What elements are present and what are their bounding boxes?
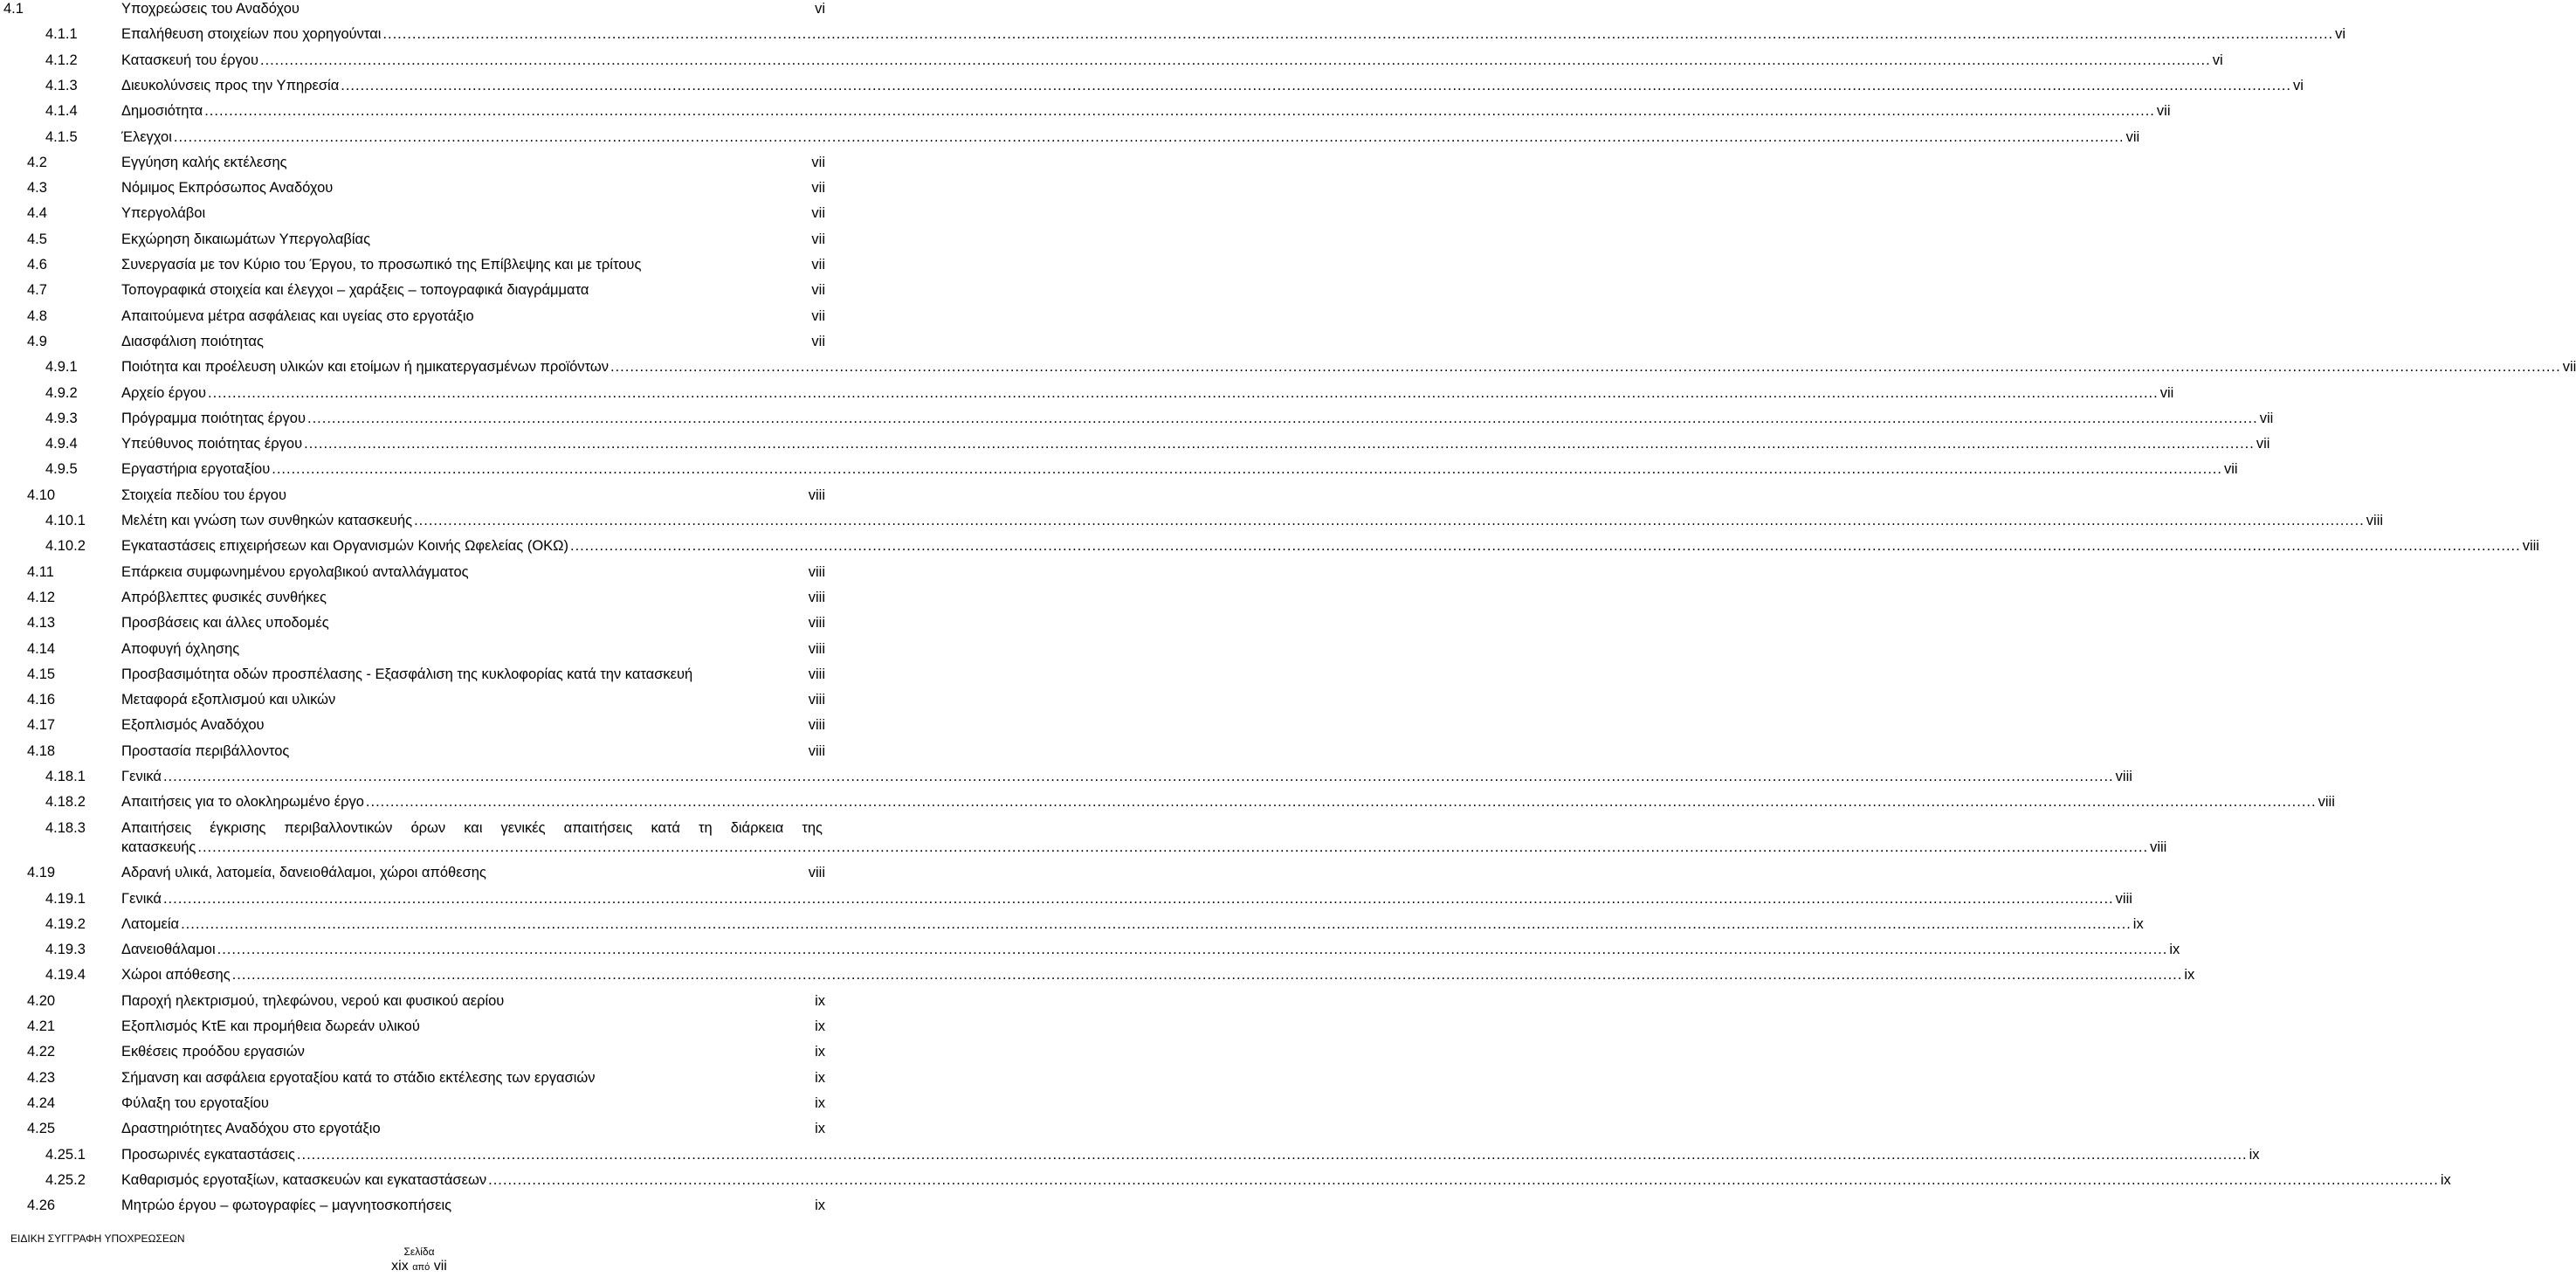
toc-entry-number: 4.7 bbox=[27, 282, 47, 299]
toc-entry[interactable] bbox=[0, 991, 825, 1011]
toc-entry[interactable] bbox=[0, 792, 2335, 811]
toc-entry-page: vii bbox=[2259, 410, 2274, 426]
toc-entry-title: Γενικά bbox=[121, 890, 162, 907]
toc-entry-page: vii bbox=[811, 257, 825, 273]
toc-entry-title: Έλεγχοι bbox=[121, 128, 172, 145]
toc-entry[interactable] bbox=[0, 178, 825, 197]
toc-entry-title: Νόμιμος Εκπρόσωπος Αναδόχου bbox=[121, 180, 334, 197]
toc-entry-number: 4.18.3 bbox=[45, 819, 86, 836]
toc-entry-title: Εξοπλισμός Αναδόχου bbox=[121, 717, 265, 734]
toc-leader-dots: ................................................................................................................................................................................................................................................................................................................................................................................................................ bbox=[304, 436, 2255, 452]
toc-entry-title: Γενικά bbox=[121, 769, 162, 784]
toc-entry-title: Ποιότητα και προέλευση υλικών και ετοίμων ή ημικατεργασμένων προϊόντων bbox=[121, 359, 609, 376]
toc-entry[interactable] bbox=[0, 409, 2274, 428]
toc-entry-page: vii bbox=[811, 180, 825, 197]
toc-entry-number: 4.13 bbox=[27, 615, 56, 632]
toc-entry-page: ix bbox=[815, 1094, 825, 1111]
toc-entry-page: viii bbox=[2150, 839, 2167, 855]
toc-entry-title: Απρόβλεπτες φυσικές συνθήκες bbox=[121, 589, 327, 605]
toc-entry-title: Προσβασιμότητα οδών προσπέλασης - Εξασφάλιση της κυκλοφορίας κατά την κατασκευή bbox=[121, 666, 693, 682]
toc-entry-title: Υποχρεώσεις του Αναδόχου bbox=[121, 1, 300, 17]
toc-entry-number: 4.10 bbox=[27, 487, 56, 503]
toc-entry[interactable] bbox=[0, 332, 825, 351]
toc-leader-dots: ................................................................................................................................................................................................................................................................................................................................................................................................................ bbox=[382, 26, 2334, 43]
toc-entry-page: vii bbox=[2125, 128, 2140, 145]
toc-entry-page: vi bbox=[2335, 26, 2346, 43]
toc-entry[interactable] bbox=[0, 588, 825, 607]
toc-entry[interactable] bbox=[0, 1094, 825, 1113]
toc-entry-page: viii bbox=[2115, 769, 2132, 784]
toc-entry-number: 4.19.1 bbox=[45, 890, 86, 907]
toc-entry-title: Τοπογραφικά στοιχεία και έλεγχοι – χαράξεις – τοπογραφικά διαγράμματα bbox=[121, 282, 589, 299]
page-number: xix bbox=[391, 1259, 409, 1274]
toc-entry-title: Παροχή ηλεκτρισμού, τηλεφώνου, νερού και φυσικού αερίου bbox=[121, 992, 505, 1009]
toc-entry-number: 4.9.3 bbox=[45, 410, 78, 426]
toc-entry-page: viii bbox=[808, 589, 825, 605]
toc-leader-dots: ................................................................................................................................................................................................................................................................................................................................................................................................................ bbox=[197, 839, 2149, 855]
toc-entry[interactable] bbox=[0, 434, 2270, 453]
toc-entry-page: viii bbox=[808, 865, 825, 881]
page-of-label: από bbox=[412, 1262, 430, 1273]
toc-entry-number: 4.1.3 bbox=[45, 77, 78, 93]
toc-entry-page: vii bbox=[811, 333, 825, 349]
toc-entry[interactable] bbox=[0, 1170, 2451, 1190]
toc-entry-number: 4.11 bbox=[27, 563, 54, 580]
toc-entry-number: 4.19.3 bbox=[45, 942, 86, 958]
toc-entry-title: Προσβάσεις και άλλες υποδομές bbox=[121, 615, 329, 632]
toc-entry[interactable] bbox=[0, 101, 2171, 121]
toc-entry-number: 4.1 bbox=[3, 1, 24, 17]
toc-entry-page: ix bbox=[815, 1044, 825, 1060]
toc-entry-title: Προστασία περιβάλλοντος bbox=[121, 742, 290, 759]
toc-entry-number: 4.19 bbox=[27, 865, 56, 881]
toc-entry-number: 4.18 bbox=[27, 742, 56, 759]
toc-entry[interactable] bbox=[0, 613, 825, 632]
toc-entry-page: ix bbox=[815, 1121, 825, 1137]
toc-entry[interactable] bbox=[0, 1017, 825, 1036]
toc-entry-title: Δραστηριότητες Αναδόχου στο εργοτάξιο bbox=[121, 1121, 381, 1137]
toc-entry-number: 4.23 bbox=[27, 1069, 56, 1086]
toc-entry-number: 4.18.1 bbox=[45, 769, 86, 784]
toc-entry[interactable] bbox=[0, 863, 825, 882]
toc-entry[interactable] bbox=[0, 24, 2346, 44]
toc-entry-page: viii bbox=[808, 692, 825, 708]
toc-entry[interactable] bbox=[0, 128, 2140, 147]
toc-entry[interactable] bbox=[0, 639, 825, 659]
toc-entry-title: Κατασκευή του έργου bbox=[121, 52, 258, 68]
toc-entry-title: Απαιτήσεις έγκρισης περιβαλλοντικών όρων και γενικές απαιτήσεις κατά τη διάρκεια της bbox=[121, 819, 823, 836]
toc-entry-page: vi bbox=[815, 1, 825, 17]
toc-entry-number: 4.21 bbox=[27, 1018, 56, 1034]
toc-entry[interactable] bbox=[0, 1119, 825, 1138]
toc-entry[interactable] bbox=[0, 383, 2174, 403]
toc-entry-title: Υπεργολάβοι bbox=[121, 205, 206, 222]
toc-entry-title: Χώροι απόθεσης bbox=[121, 967, 231, 984]
toc-entry[interactable] bbox=[0, 230, 825, 249]
toc-entry-title: Δανειοθάλαμοι bbox=[121, 942, 216, 958]
toc-entry-number: 4.10.1 bbox=[45, 513, 86, 528]
toc-entry-title: Εξοπλισμός ΚτΕ και προμήθεια δωρεάν υλικού bbox=[121, 1018, 420, 1034]
toc-entry[interactable] bbox=[0, 0, 825, 18]
toc-entry[interactable] bbox=[0, 665, 825, 684]
toc-leader-dots: ................................................................................................................................................................................................................................................................................................................................................................................................................ bbox=[307, 410, 2258, 426]
toc-entry-page: vi bbox=[2212, 52, 2223, 68]
toc-entry-title: Δημοσιότητα bbox=[121, 103, 203, 120]
toc-entry[interactable] bbox=[0, 459, 2238, 479]
toc-entry-title: Μεταφορά εξοπλισμού και υλικών bbox=[121, 692, 336, 708]
toc-entry-number: 4.16 bbox=[27, 692, 56, 708]
toc-entry-number: 4.1.5 bbox=[45, 128, 78, 145]
toc-entry-number: 4.3 bbox=[27, 180, 47, 197]
toc-entry-title: Αποφυγή όχλησης bbox=[121, 640, 240, 657]
toc-entry-page: viii bbox=[2522, 538, 2539, 555]
toc-entry-title: Εγγύηση καλής εκτέλεσης bbox=[121, 154, 287, 170]
toc-entry-title: Απαιτήσεις για το ολοκληρωμένο έργο bbox=[121, 794, 364, 811]
toc-entry-number: 4.2 bbox=[27, 154, 47, 170]
toc-entry-page: ix bbox=[815, 992, 825, 1009]
document-title-footer: ΕΙΔΙΚΗ ΣΥΓΓΡΑΦΗ ΥΠΟΧΡΕΩΣΕΩΝ bbox=[10, 1232, 185, 1245]
toc-entry-number: 4.19.4 bbox=[45, 967, 86, 984]
toc-leader-dots: ................................................................................................................................................................................................................................................................................................................................................................................................................ bbox=[181, 915, 2132, 932]
toc-entry-title: Προσωρινές εγκαταστάσεις bbox=[121, 1146, 295, 1163]
toc-entry-number: 4.25.2 bbox=[45, 1171, 86, 1188]
toc-leader-dots: ................................................................................................................................................................................................................................................................................................................................................................................................................ bbox=[296, 1146, 2248, 1163]
toc-entry-title: Φύλαξη του εργοταξίου bbox=[121, 1094, 269, 1111]
toc-entry-title: Πρόγραμμα ποιότητας έργου bbox=[121, 410, 306, 426]
toc-entry[interactable] bbox=[0, 1196, 825, 1215]
toc-entry-number: 4.12 bbox=[27, 589, 56, 605]
toc-entry-number: 4.25.1 bbox=[45, 1146, 86, 1163]
toc-entry-number: 4.22 bbox=[27, 1044, 56, 1060]
toc-entry-title: Εγκαταστάσεις επιχειρήσεων και Οργανισμών Κοινής Ωφελείας (ΟΚΩ) bbox=[121, 538, 568, 555]
toc-leader-dots: ................................................................................................................................................................................................................................................................................................................................................................................................................ bbox=[414, 513, 2365, 528]
toc-entry[interactable] bbox=[0, 204, 825, 223]
toc-entry-page: viii bbox=[808, 717, 825, 734]
toc-entry[interactable] bbox=[0, 889, 2132, 908]
toc-entry-title: Αρχείο έργου bbox=[121, 384, 207, 401]
toc-entry-number: 4.17 bbox=[27, 717, 56, 734]
toc-leader-dots: ................................................................................................................................................................................................................................................................................................................................................................................................................ bbox=[162, 890, 2114, 907]
toc-entry-title: Εργαστήρια εργοταξίου bbox=[121, 461, 271, 478]
toc-entry-title: Αδρανή υλικά, λατομεία, δανειοθάλαμοι, χώροι απόθεσης bbox=[121, 865, 486, 881]
toc-entry-title: Διευκολύνσεις προς την Υπηρεσία bbox=[121, 77, 340, 93]
page-label: Σελίδα bbox=[403, 1246, 435, 1258]
toc-entry-number: 4.25 bbox=[27, 1121, 56, 1137]
toc-entry[interactable] bbox=[0, 563, 825, 582]
toc-entry-number: 4.20 bbox=[27, 992, 56, 1009]
toc-entry[interactable] bbox=[0, 965, 2195, 984]
toc-entry-number: 4.5 bbox=[27, 231, 47, 247]
toc-entry-page: ix bbox=[2440, 1171, 2451, 1188]
toc-entry-page: ix bbox=[2169, 942, 2180, 958]
toc-entry-page: viii bbox=[808, 666, 825, 682]
toc-entry-title: Εκχώρηση δικαιωμάτων Υπεργολαβίας bbox=[121, 231, 371, 247]
toc-entry-number: 4.9 bbox=[27, 333, 47, 349]
toc-entry[interactable] bbox=[0, 307, 825, 326]
toc-entry-title: Απαιτούμενα μέτρα ασφάλειας και υγείας στο εργοτάξιο bbox=[121, 307, 474, 324]
toc-entry-number: 4.26 bbox=[27, 1198, 56, 1214]
toc-entry[interactable] bbox=[0, 536, 2539, 556]
toc-entry-page: viii bbox=[2366, 513, 2384, 528]
toc-entry-page: viii bbox=[808, 640, 825, 657]
toc-entry-number: 4.15 bbox=[27, 666, 56, 682]
toc-entry-page: vii bbox=[811, 205, 825, 222]
toc-entry-number: 4.9.2 bbox=[45, 384, 78, 401]
toc-leader-dots: ................................................................................................................................................................................................................................................................................................................................................................................................................ bbox=[204, 103, 2155, 120]
toc-entry-page: ix bbox=[2184, 967, 2195, 984]
toc-entry[interactable] bbox=[0, 486, 825, 505]
toc-entry-number: 4.4 bbox=[27, 205, 47, 222]
toc-entry-page: vii bbox=[811, 282, 825, 299]
toc-entry-page: ix bbox=[815, 1198, 825, 1214]
page-total: vii bbox=[433, 1259, 447, 1274]
toc-entry[interactable] bbox=[0, 511, 2384, 530]
toc-entry-title: Σήμανση και ασφάλεια εργοταξίου κατά το στάδιο εκτέλεσης των εργασιών bbox=[121, 1069, 596, 1086]
toc-entry[interactable] bbox=[0, 1145, 2260, 1164]
toc-leader-dots: ................................................................................................................................................................................................................................................................................................................................................................................................................ bbox=[610, 359, 2561, 376]
toc-entry-page: viii bbox=[808, 487, 825, 503]
toc-entry-number: 4.10.2 bbox=[45, 538, 86, 555]
toc-entry-page: vi bbox=[2292, 77, 2304, 93]
toc-leader-dots: ................................................................................................................................................................................................................................................................................................................................................................................................................ bbox=[488, 1171, 2439, 1188]
toc-entry-number: 4.8 bbox=[27, 307, 47, 324]
toc-entry-page: vii bbox=[811, 231, 825, 247]
toc-leader-dots: ................................................................................................................................................................................................................................................................................................................................................................................................................ bbox=[260, 52, 2211, 68]
toc-leader-dots: ................................................................................................................................................................................................................................................................................................................................................................................................................ bbox=[570, 538, 2521, 555]
toc-leader-dots: ................................................................................................................................................................................................................................................................................................................................................................................................................ bbox=[365, 794, 2317, 811]
toc-entry-page: vii bbox=[2223, 461, 2238, 478]
toc-leader-dots: ................................................................................................................................................................................................................................................................................................................................................................................................................ bbox=[341, 77, 2291, 93]
toc-entry-title: Υπεύθυνος ποιότητας έργου bbox=[121, 436, 303, 452]
toc-entry-page: vii bbox=[811, 307, 825, 324]
toc-leader-dots: ................................................................................................................................................................................................................................................................................................................................................................................................................ bbox=[173, 128, 2125, 145]
toc-entry[interactable] bbox=[0, 1042, 825, 1061]
toc-entry[interactable] bbox=[0, 767, 2132, 786]
toc-entry-number: 4.1.4 bbox=[45, 103, 78, 120]
toc-entry-title-continued: κατασκευής bbox=[121, 839, 196, 855]
toc-entry-page: vii bbox=[2156, 103, 2171, 120]
toc-entry-title: Στοιχεία πεδίου του έργου bbox=[121, 487, 286, 503]
toc-entry-title: Επαλήθευση στοιχείων που χορηγούνται bbox=[121, 26, 382, 43]
toc-entry[interactable] bbox=[0, 818, 2167, 855]
toc-entry-title: Μητρώο έργου – φωτογραφίες – μαγνητοσκοπήσεις bbox=[121, 1198, 452, 1214]
toc-entry[interactable] bbox=[0, 76, 2304, 95]
toc-entry-number: 4.18.2 bbox=[45, 794, 86, 811]
toc-entry-title: Λατομεία bbox=[121, 915, 180, 932]
toc-entry-page: vii bbox=[2256, 436, 2270, 452]
toc-entry[interactable] bbox=[0, 915, 2144, 934]
toc-leader-dots: ................................................................................................................................................................................................................................................................................................................................................................................................................ bbox=[231, 967, 2183, 984]
toc-entry-page: viii bbox=[808, 742, 825, 759]
toc-entry-title: Μελέτη και γνώση των συνθηκών κατασκευής bbox=[121, 513, 413, 528]
toc-entry-number: 4.1.2 bbox=[45, 52, 78, 68]
toc-entry-number: 4.9.4 bbox=[45, 436, 78, 452]
toc-entry[interactable] bbox=[0, 940, 2180, 959]
toc-entry-number: 4.1.1 bbox=[45, 26, 78, 43]
toc-entry[interactable] bbox=[0, 715, 825, 735]
toc-entry-page: ix bbox=[815, 1018, 825, 1034]
toc-entry[interactable] bbox=[0, 742, 825, 761]
toc-entry-number: 4.19.2 bbox=[45, 915, 86, 932]
toc-entry-number: 4.9.1 bbox=[45, 359, 78, 376]
toc-entry-title: Καθαρισμός εργοταξίων, κατασκευών και εγκαταστάσεων bbox=[121, 1171, 487, 1188]
toc-entry[interactable] bbox=[0, 690, 825, 709]
toc-entry-number: 4.24 bbox=[27, 1094, 56, 1111]
toc-entry[interactable] bbox=[0, 255, 825, 274]
toc-entry-title: Επάρκεια συμφωνημένου εργολαβικού ανταλλάγματος bbox=[121, 563, 469, 580]
toc-leader-dots: ................................................................................................................................................................................................................................................................................................................................................................................................................ bbox=[162, 769, 2114, 784]
toc-entry-title: Συνεργασία με τον Κύριο του Έργου, το προσωπικό της Επίβλεψης και με τρίτους bbox=[121, 257, 642, 273]
toc-leader-dots: ................................................................................................................................................................................................................................................................................................................................................................................................................ bbox=[208, 384, 2159, 401]
toc-entry[interactable] bbox=[0, 153, 825, 172]
toc-entry-title: Εκθέσεις προόδου εργασιών bbox=[121, 1044, 305, 1060]
toc-entry-page: ix bbox=[2132, 915, 2144, 932]
toc-entry-title: Διασφάλιση ποιότητας bbox=[121, 333, 264, 349]
toc-entry-page: ix bbox=[815, 1069, 825, 1086]
toc-entry-page: vii bbox=[811, 154, 825, 170]
toc-entry-number: 4.9.5 bbox=[45, 461, 78, 478]
toc-entry[interactable] bbox=[0, 1068, 825, 1087]
toc-leader-dots: ................................................................................................................................................................................................................................................................................................................................................................................................................ bbox=[217, 942, 2168, 958]
toc-entry-page: ix bbox=[2249, 1146, 2260, 1163]
toc-entry-page: vii bbox=[2562, 359, 2576, 376]
toc-entry-page: viii bbox=[808, 563, 825, 580]
toc-entry[interactable] bbox=[0, 280, 825, 300]
toc-leader-dots: ................................................................................................................................................................................................................................................................................................................................................................................................................ bbox=[272, 461, 2222, 478]
toc-entry-page: viii bbox=[808, 615, 825, 632]
toc-entry[interactable] bbox=[0, 357, 2576, 376]
toc-entry-page: viii bbox=[2115, 890, 2132, 907]
page-number-footer bbox=[384, 1246, 454, 1276]
toc-entry-number: 4.6 bbox=[27, 257, 47, 273]
toc-entry-page: vii bbox=[2159, 384, 2174, 401]
toc-entry-number: 4.14 bbox=[27, 640, 56, 657]
toc-entry-page: viii bbox=[2318, 794, 2335, 811]
toc-entry[interactable] bbox=[0, 51, 2223, 70]
